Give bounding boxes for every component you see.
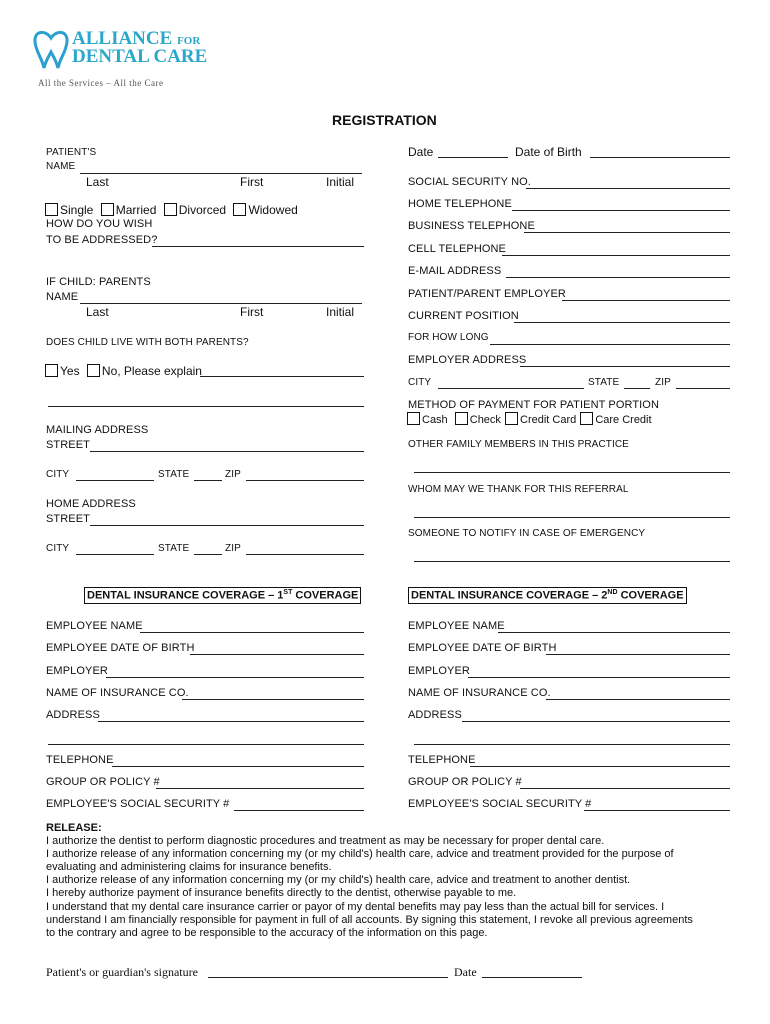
- child-live-answers: [45, 364, 202, 378]
- payment-method-label: METHOD OF PAYMENT FOR PATIENT PORTION: [408, 399, 660, 411]
- logo-line1b: FOR: [177, 35, 201, 47]
- ins1-telephone-field[interactable]: [112, 766, 364, 767]
- release-heading: RELEASE:: [46, 822, 102, 834]
- release-line-1: I authorize the dentist to perform diagnostic procedures and treatment as may be necessary for proper dental care.: [46, 835, 605, 847]
- ins1-employer-field[interactable]: [106, 677, 364, 678]
- insurance-1-heading-end: COVERAGE: [292, 589, 359, 602]
- mailing-city-label: CITY: [46, 469, 70, 480]
- how-long-label: FOR HOW LONG: [408, 332, 489, 343]
- mailing-address-label: MAILING ADDRESS: [46, 424, 149, 436]
- ins2-ssn-field[interactable]: [584, 810, 730, 811]
- home-state-field[interactable]: [194, 554, 222, 555]
- email-label: E-MAIL ADDRESS: [408, 265, 502, 277]
- ins2-employer-label: EMPLOYER: [408, 665, 470, 677]
- home-address-label: HOME ADDRESS: [46, 498, 136, 510]
- insurance-2-heading: [408, 587, 687, 604]
- home-city-label: CITY: [46, 543, 70, 554]
- home-zip-label: ZIP: [225, 543, 241, 554]
- position-field[interactable]: [514, 322, 730, 323]
- date-label: Date: [408, 145, 434, 159]
- explain-field-2[interactable]: [48, 406, 364, 407]
- cash-label: Cash: [422, 414, 448, 426]
- mailing-state-field[interactable]: [194, 480, 222, 481]
- home-tel-field[interactable]: [512, 210, 730, 211]
- ins2-employer-field[interactable]: [468, 677, 730, 678]
- ins2-employee-name-field[interactable]: [498, 632, 730, 633]
- credit-card-checkbox[interactable]: [505, 412, 518, 425]
- page-title: REGISTRATION: [332, 112, 437, 128]
- ins2-ssn-label: EMPLOYEE'S SOCIAL SECURITY #: [408, 798, 592, 810]
- parent-initial-label: Initial: [326, 305, 355, 319]
- emergency-label: SOMEONE TO NOTIFY IN CASE OF EMERGENCY: [408, 528, 646, 539]
- ins1-employee-dob-field[interactable]: [190, 654, 364, 655]
- emp-zip-label: ZIP: [655, 377, 671, 388]
- yes-label: Yes: [60, 364, 80, 378]
- single-label: Single: [60, 203, 94, 217]
- ssn-label: SOCIAL SECURITY NO.: [408, 176, 531, 188]
- home-street-field[interactable]: [90, 525, 364, 526]
- emp-city-field[interactable]: [438, 388, 584, 389]
- ins1-address-label: ADDRESS: [46, 709, 100, 721]
- release-line-2: I authorize release of any information concerning my (or my child's) health care, advice and treatment provided for the purpose of: [46, 848, 674, 860]
- emergency-field[interactable]: [414, 561, 730, 562]
- insurance-1-heading-sup: ST: [283, 589, 293, 596]
- child-live-question: DOES CHILD LIVE WITH BOTH PARENTS?: [46, 337, 249, 348]
- other-family-field[interactable]: [414, 472, 730, 473]
- signature-date-field[interactable]: [482, 977, 582, 978]
- ins2-group-label: GROUP OR POLICY #: [408, 776, 522, 788]
- insurance-2-heading-sup: ND: [607, 589, 618, 596]
- divorced-label: Divorced: [178, 203, 227, 217]
- date-field[interactable]: [438, 157, 508, 158]
- address-question-1: HOW DO YOU WISH: [46, 218, 153, 230]
- no-explain-label: No, Please explain: [101, 364, 202, 378]
- ins2-insurance-co-label: NAME OF INSURANCE CO.: [408, 687, 551, 699]
- email-field[interactable]: [506, 277, 730, 278]
- ins2-telephone-label: TELEPHONE: [408, 754, 476, 766]
- ins1-insurance-co-field[interactable]: [182, 699, 364, 700]
- ins1-ssn-label: EMPLOYEE'S SOCIAL SECURITY #: [46, 798, 230, 810]
- ins1-employee-name-field[interactable]: [140, 632, 364, 633]
- check-checkbox[interactable]: [455, 412, 468, 425]
- ins1-ssn-field[interactable]: [234, 810, 364, 811]
- referral-label: WHOM MAY WE THANK FOR THIS REFERRAL: [408, 484, 629, 495]
- employer-address-field[interactable]: [520, 366, 730, 367]
- employer-field[interactable]: [562, 300, 730, 301]
- name-label: NAME: [46, 161, 76, 172]
- cell-tel-field[interactable]: [502, 255, 730, 256]
- ins2-employee-dob-field[interactable]: [546, 654, 730, 655]
- ssn-field[interactable]: [526, 188, 730, 189]
- mailing-state-label: STATE: [158, 469, 190, 480]
- home-tel-label: HOME TELEPHONE: [408, 198, 512, 210]
- ins1-telephone-label: TELEPHONE: [46, 754, 114, 766]
- other-family-label: OTHER FAMILY MEMBERS IN THIS PRACTICE: [408, 439, 629, 450]
- emp-zip-field[interactable]: [676, 388, 730, 389]
- single-checkbox[interactable]: [45, 203, 58, 216]
- signature-label: Patient's or guardian's signature: [46, 965, 198, 979]
- ins2-employee-dob-label: EMPLOYEE DATE OF BIRTH: [408, 642, 557, 654]
- ins1-group-field[interactable]: [156, 788, 364, 789]
- patient-label: PATIENT'S: [46, 147, 97, 158]
- referral-field[interactable]: [414, 517, 730, 518]
- release-line-3: evaluating and administering claims for insurance benefits.: [46, 861, 332, 873]
- mailing-city-field[interactable]: [76, 480, 154, 481]
- insurance-1-heading-text: DENTAL INSURANCE COVERAGE – 1: [87, 589, 284, 602]
- ins2-employee-name-label: EMPLOYEE NAME: [408, 620, 505, 632]
- ins1-address-field-2[interactable]: [48, 744, 364, 745]
- cash-checkbox[interactable]: [407, 412, 420, 425]
- explain-field[interactable]: [200, 376, 364, 377]
- ins1-employee-dob-label: EMPLOYEE DATE OF BIRTH: [46, 642, 195, 654]
- business-tel-label: BUSINESS TELEPHONE: [408, 220, 535, 232]
- ins1-employee-name-label: EMPLOYEE NAME: [46, 620, 143, 632]
- business-tel-field[interactable]: [524, 232, 730, 233]
- signature-date-label: Date: [454, 965, 477, 979]
- parents-name-label: NAME: [46, 291, 79, 303]
- insurance-2-heading-end: COVERAGE: [617, 589, 684, 602]
- mailing-street-field[interactable]: [90, 451, 364, 452]
- mailing-zip-label: ZIP: [225, 469, 241, 480]
- logo-line1: ALLIANCE: [72, 28, 173, 49]
- address-as-field[interactable]: [152, 246, 364, 247]
- care-credit-checkbox[interactable]: [580, 412, 593, 425]
- release-line-7: understand I am financially responsible for payment in full of all accounts. By signing this statement, I revoke all previous agreements: [46, 914, 693, 926]
- emp-state-field[interactable]: [624, 388, 650, 389]
- home-city-field[interactable]: [76, 554, 154, 555]
- mailing-street-label: STREET: [46, 439, 90, 451]
- home-zip-field[interactable]: [246, 554, 364, 555]
- parent-last-label: Last: [86, 305, 109, 319]
- employer-label: PATIENT/PARENT EMPLOYER: [408, 288, 566, 300]
- married-label: Married: [115, 203, 157, 217]
- position-label: CURRENT POSITION: [408, 310, 519, 322]
- ins2-address-field[interactable]: [462, 721, 730, 722]
- payment-options: [407, 412, 652, 426]
- ins1-group-label: GROUP OR POLICY #: [46, 776, 160, 788]
- logo-tagline: All the Services – All the Care: [38, 78, 164, 88]
- first-label: First: [240, 175, 264, 189]
- widowed-label: Widowed: [248, 203, 298, 217]
- married-checkbox[interactable]: [101, 203, 114, 216]
- employer-address-label: EMPLOYER ADDRESS: [408, 354, 527, 366]
- if-child-label: IF CHILD: PARENTS: [46, 276, 151, 288]
- ins1-employer-label: EMPLOYER: [46, 665, 108, 677]
- patient-name-field[interactable]: [80, 173, 362, 174]
- dob-field[interactable]: [590, 157, 730, 158]
- home-state-label: STATE: [158, 543, 190, 554]
- emp-state-label: STATE: [588, 377, 620, 388]
- ins2-group-field[interactable]: [520, 788, 730, 789]
- ins2-insurance-co-field[interactable]: [546, 699, 730, 700]
- ins2-address-label: ADDRESS: [408, 709, 462, 721]
- insurance-1-heading: [84, 587, 361, 604]
- ins2-address-field-2[interactable]: [414, 744, 730, 745]
- emp-city-label: CITY: [408, 377, 432, 388]
- credit-card-label: Credit Card: [520, 414, 577, 426]
- home-street-label: STREET: [46, 513, 90, 525]
- parent-first-label: First: [240, 305, 264, 319]
- last-label: Last: [86, 175, 109, 189]
- marital-status: [45, 203, 298, 217]
- address-question-2: TO BE ADDRESSED?: [46, 234, 158, 246]
- divorced-checkbox[interactable]: [164, 203, 177, 216]
- how-long-field[interactable]: [490, 344, 730, 345]
- insurance-2-heading-text: DENTAL INSURANCE COVERAGE – 2: [411, 589, 608, 602]
- check-label: Check: [469, 414, 501, 426]
- cell-tel-label: CELL TELEPHONE: [408, 243, 506, 255]
- release-line-5: I hereby authorize payment of insurance benefits directly to the dentist, otherwise payable to me.: [46, 887, 517, 899]
- release-line-8: to the contrary and agree to be responsible to the accuracy of the information on this page.: [46, 927, 488, 939]
- signature-field[interactable]: [208, 977, 448, 978]
- logo-line2: DENTAL CARE: [72, 46, 208, 67]
- ins2-telephone-field[interactable]: [470, 766, 730, 767]
- initial-label: Initial: [326, 175, 355, 189]
- care-credit-label: Care Credit: [595, 414, 652, 426]
- widowed-checkbox[interactable]: [233, 203, 246, 216]
- tooth-heart-icon: [32, 28, 70, 72]
- release-line-4: I authorize release of any information concerning my (or my child's) health care, advice and treatment to another dentist.: [46, 874, 631, 886]
- yes-checkbox[interactable]: [45, 364, 58, 377]
- ins1-address-field[interactable]: [98, 721, 364, 722]
- parents-name-field[interactable]: [80, 303, 362, 304]
- mailing-zip-field[interactable]: [246, 480, 364, 481]
- no-checkbox[interactable]: [87, 364, 100, 377]
- release-line-6: I understand that my dental care insurance carrier or payor of my dental benefits may pay less than the actual bill for services. I: [46, 901, 665, 913]
- dob-label: Date of Birth: [515, 145, 582, 159]
- ins1-insurance-co-label: NAME OF INSURANCE CO.: [46, 687, 189, 699]
